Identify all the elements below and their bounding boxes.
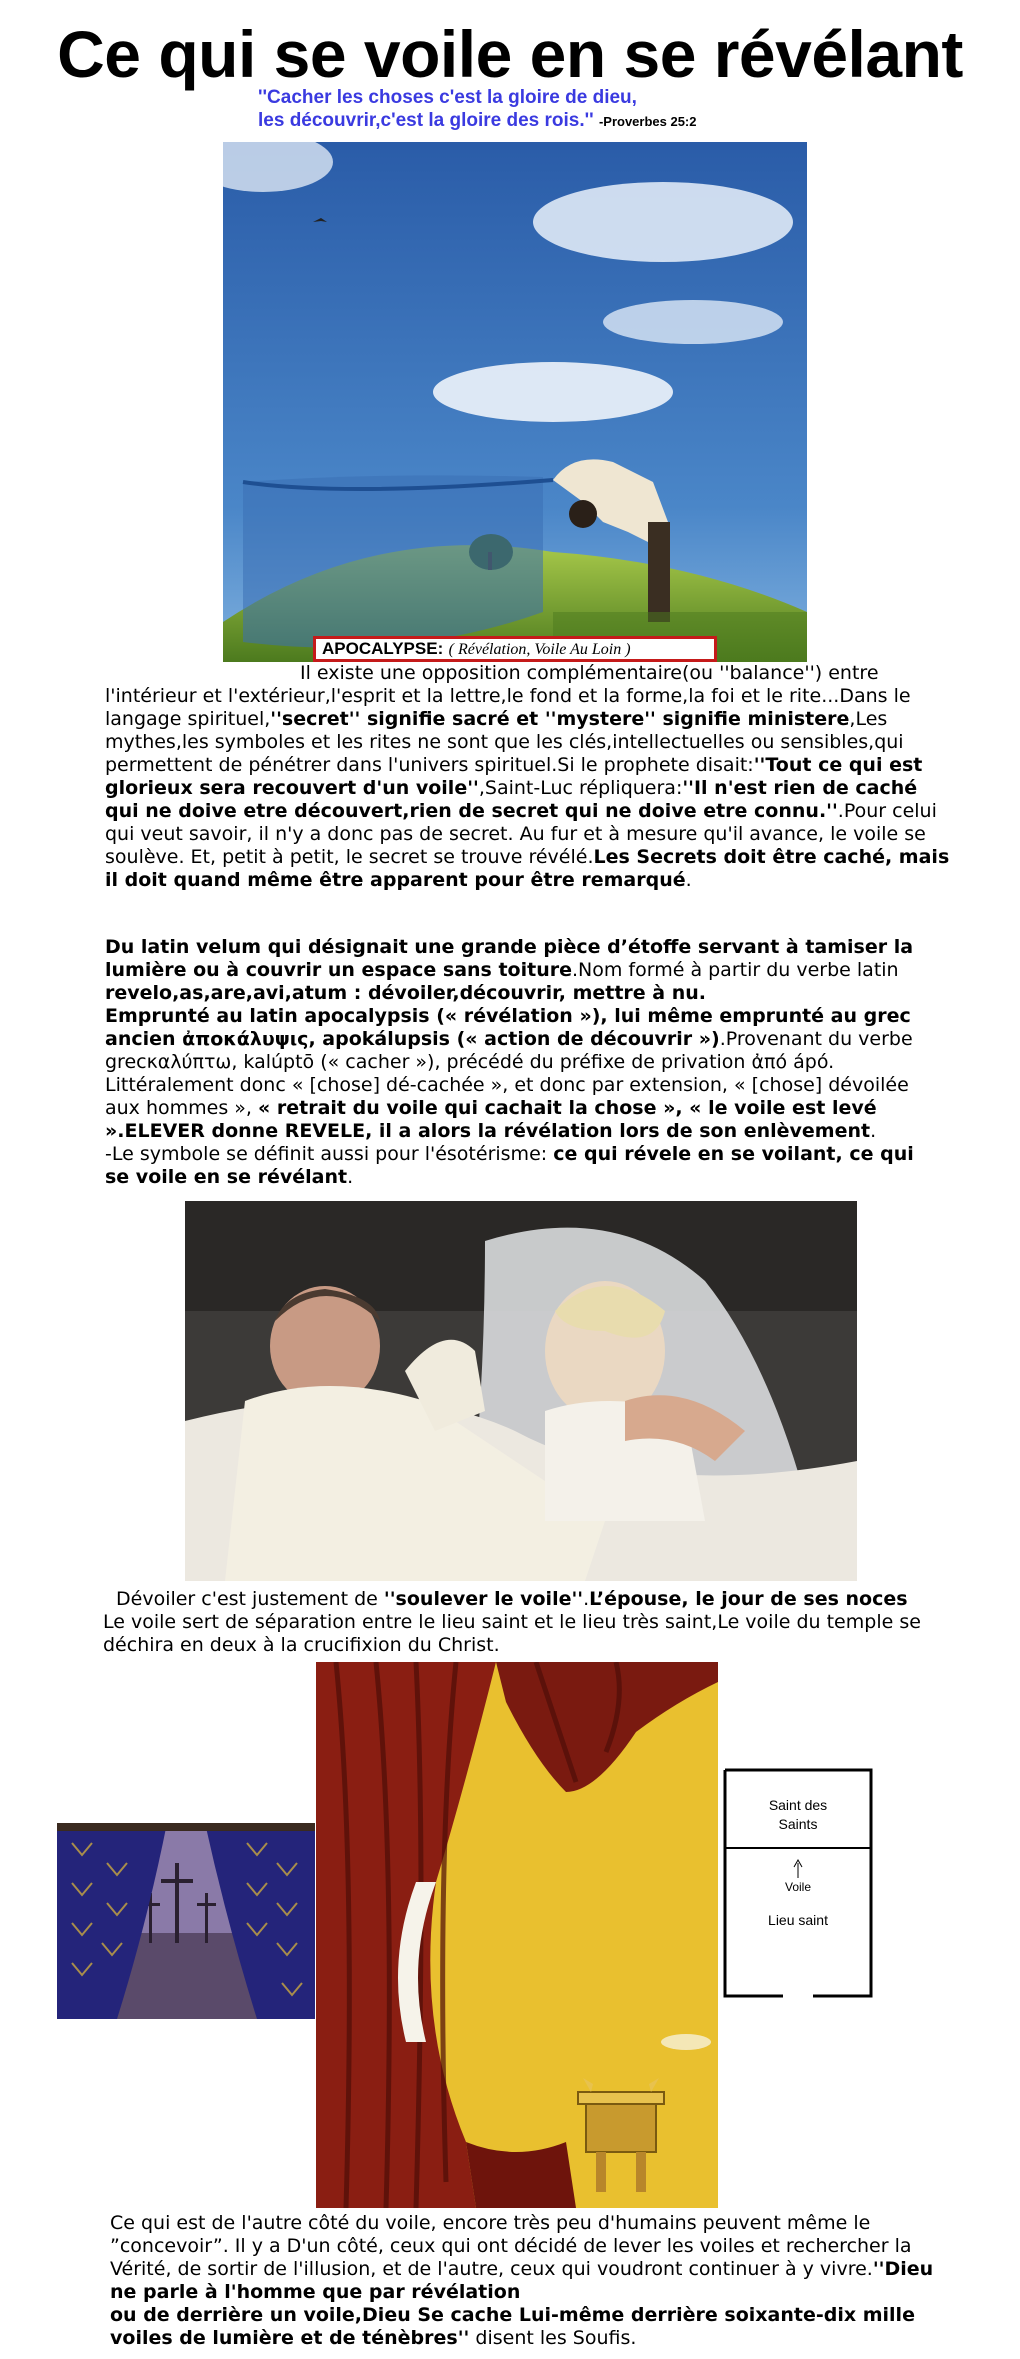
- diagram-holy-of-holies-line1: Saint des: [768, 1797, 828, 1813]
- intro-paragraph: Il existe une opposition complémentaire(ou ''balance'') entre l'intérieur et l'extérieur,l'esprit et la lettre,le fond et la forme,la foi et le rite...Dans le langage spirituel,''secret'' signifie sacré et ''mystere'' signifie ministere,Les mythes,les symboles et les rites ne sont que les clés,intellectuelles ou sensibles,qui permettent de pénétrer dans l'univers spirituel.Si le prophete disait:''Tout ce qui est glorieux sera recouvert d'un voile'',Saint-Luc répliquera:''Il n'est rien de caché qui ne doive etre découvert,rien de secret qui ne doive etre connu.''.Pour celui qui veut savoir, il n'y a donc pas de secret. Au fur et à mesure qu'il avance, le voile se soulève. Et, petit à petit, le secret se trouve révélé.Les Secrets doit être caché, mais il doit quand même être apparent pour être remarqué.: [105, 662, 950, 891]
- temple-veil-paragraph: Le voile sert de séparation entre le lieu saint et le lieu très saint,Le voile du temple se déchira en deux à la crucifixion du Christ.: [103, 1611, 921, 1656]
- page-title: Ce qui se voile en se révélant: [57, 17, 963, 91]
- etymology-paragraph: Du latin velum qui désignait une grande pièce d’étoffe servant à tamiser la lumière ou à couvrir un espace sans toiture.Nom formé à partir du verbe latin revelo,as,are,avi,atum : dévoiler,découvrir, mettre à nu. Emprunté au latin apocalypsis (« révélation »), lui même emprunté au grec ancien ἀποκάλυψις, apokálupsis (« action de découvrir »).Provenant du verbe grecκαλύπτω, kalúptō (« cacher »), précédé du préfixe de privation ἀπό ápó. Littéralement donc « [chose] dé-cachée », et donc par extension, « [chose] dévoilée aux hommes », « retrait du voile qui cachait la chose », « le voile est levé ».ELEVER donne REVELE, il a alors la révélation lors de son enlèvement. -Le symbole se définit aussi pour l'ésotérisme: ce qui révele en se voilant, ce qui se voile en se révélant.: [105, 936, 914, 1188]
- apocalypse-image: [223, 142, 807, 662]
- image-caption: [313, 636, 717, 662]
- closing-paragraph: Ce qui est de l'autre côté du voile, encore très peu d'humains peuvent même le ”concevoir”. Il y a D'un côté, ceux qui ont décidé de lever les voiles et rechercher la Vérité, de sortir de l'illusion, et de l'autre, ceux qui voudront continuer à y vivre.''Dieu ne parle à l'homme que par révélation ou de derrière un voile,Dieu Se cache Lui-même derrière soixante-dix mille voiles de lumière et de ténèbres'' disent les Soufis.: [110, 2212, 934, 2349]
- quote-line-1: ''Cacher les choses c'est la gloire de dieu,: [258, 87, 637, 108]
- unveiling-line: Dévoiler c'est justement de ''soulever le voile''.L’épouse, le jour de ses noces: [116, 1588, 908, 1610]
- wedding-veil-image: [185, 1201, 857, 1581]
- temple-diagram: [723, 1768, 873, 1998]
- caption-subtitle: ( Révélation, Voile Au Loin ): [448, 641, 631, 658]
- crucifixion-curtain-image: [57, 1823, 315, 2019]
- quote-reference: -Proverbes 25:2: [598, 114, 697, 129]
- torn-veil-painting: [316, 1662, 718, 2208]
- diagram-holy-of-holies-line2: Saints: [778, 1816, 818, 1832]
- header-quote: [258, 86, 818, 133]
- diagram-veil-label: Voile: [784, 1880, 812, 1894]
- quote-line-2: les découvrir,c'est la gloire des rois.'' -Proverbes 25:2: [258, 110, 697, 131]
- caption-title: APOCALYPSE:: [322, 639, 444, 658]
- diagram-holy-place-label: Lieu saint: [768, 1912, 828, 1928]
